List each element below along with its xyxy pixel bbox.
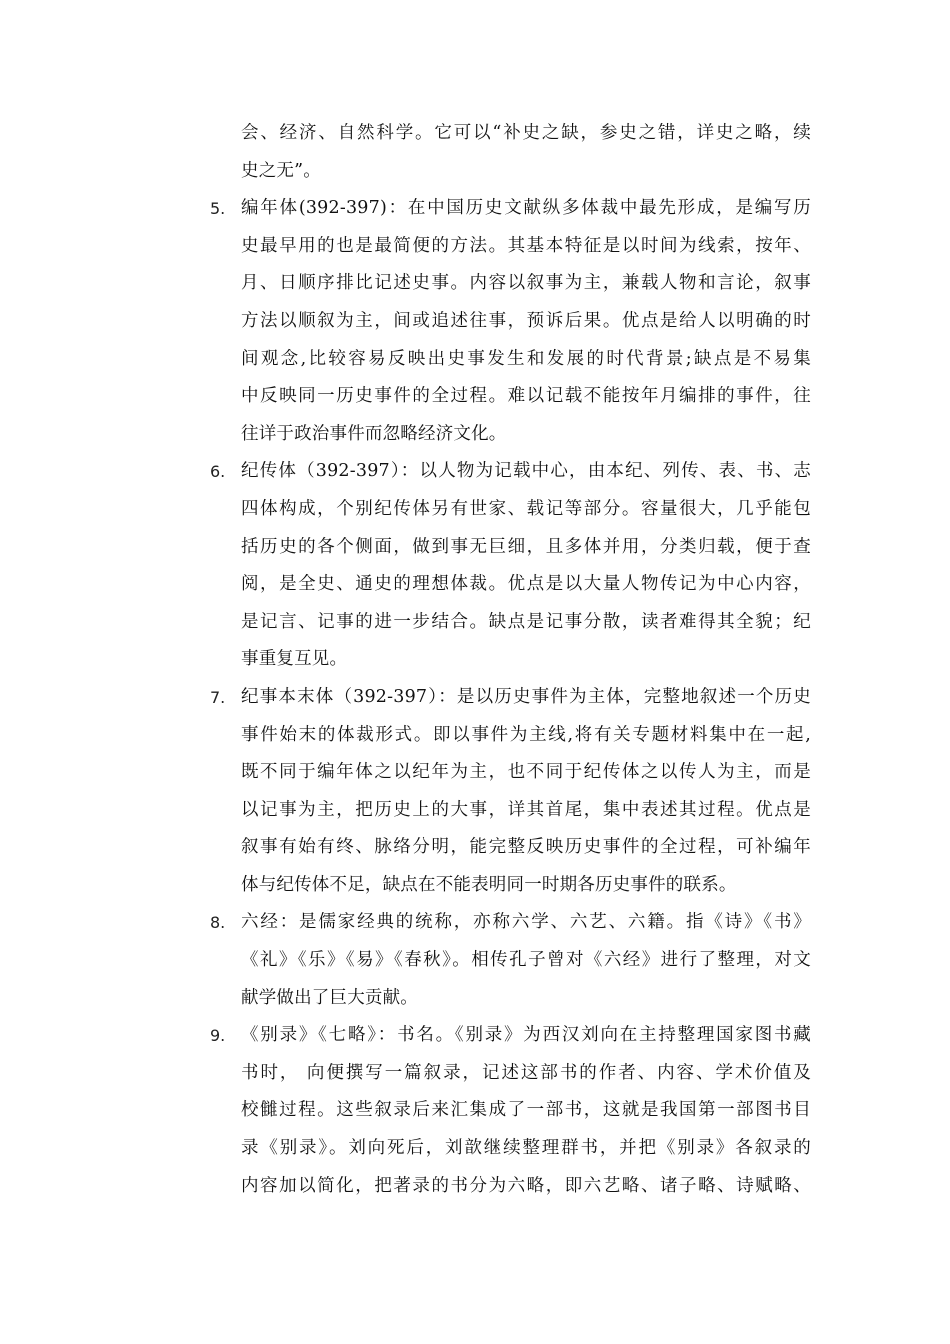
text-line: 括历史的各个侧面，做到事无巨细，且多体并用，分类归载，便于查 <box>241 536 811 557</box>
item-number: 7. <box>210 687 226 707</box>
item-number: 5. <box>210 199 226 219</box>
text-line: 中反映同一历史事件的全过程。难以记载不能按年月编排的事件，往 <box>241 386 811 407</box>
text-line: 《礼》《乐》《易》《春秋》。相传孔子曾对《六经》进行了整理，对文 <box>241 950 811 971</box>
text-line: 纪事本末体（392-397）：是以历史事件为主体，完整地叙述一个历史 <box>241 686 811 707</box>
text-line: 往详于政治事件而忽略经济文化。 <box>241 423 507 444</box>
list-item <box>210 453 811 679</box>
text-line: 四体构成，个别纪传体另有世家、载记等部分。容量很大，几乎能包 <box>241 498 811 519</box>
text-line: 史最早用的也是最简便的方法。其基本特征是以时间为线索，按年、 <box>241 235 811 256</box>
text-line: 事重复互见。 <box>241 649 348 670</box>
text-line: 以记事为主，把历史上的大事，详其首尾，集中表述其过程。优点是 <box>241 799 811 820</box>
text-line: 史之无”。 <box>241 160 321 181</box>
body-text <box>210 115 811 1205</box>
text-line: 叙事有始有终、脉络分明，能完整反映历史事件的全过程，可补编年 <box>241 837 811 858</box>
text-line: 书时， 向便撰写一篇叙录，记述这部书的作者、内容、学术价值及 <box>241 1062 811 1083</box>
item-number: 6. <box>210 462 226 482</box>
list-item <box>210 190 811 453</box>
list-item <box>210 904 811 1017</box>
text-line: 事件始末的体裁形式。即以事件为主线,将有关专题材料集中在一起, <box>241 724 811 745</box>
text-line: 六经：是儒家经典的统称，亦称六学、六艺、六籍。指《诗》《书》 <box>241 912 811 933</box>
text-line: 编年体(392-397)：在中国历史文献纵多体裁中最先形成，是编写历 <box>241 198 811 219</box>
text-line: 阅，是全史、通史的理想体裁。优点是以大量人物传记为中心内容， <box>241 574 811 595</box>
text-line: 内容加以简化，把著录的书分为六略，即六艺略、诸子略、诗赋略、 <box>241 1175 811 1196</box>
text-line: 录《别录》。刘向死后，刘歆继续整理群书，并把《别录》各叙录的 <box>241 1138 811 1159</box>
text-line: 《别录》《七略》：书名。《别录》为西汉刘向在主持整理国家图书藏 <box>241 1025 811 1046</box>
text-line: 献学做出了巨大贡献。 <box>241 987 418 1008</box>
list-item <box>210 679 811 905</box>
text-line: 既不同于编年体之以纪年为主，也不同于纪传体之以传人为主，而是 <box>241 762 811 783</box>
text-line: 间观念,比较容易反映出史事发生和发展的时代背景;缺点是不易集 <box>241 348 811 369</box>
text-line: 方法以顺叙为主，间或追述往事，预诉后果。优点是给人以明确的时 <box>241 310 811 331</box>
text-line: 体与纪传体不足，缺点在不能表明同一时期各历史事件的联系。 <box>241 874 737 895</box>
continuation-paragraph <box>241 115 811 190</box>
item-number: 9. <box>210 1026 226 1046</box>
list-item <box>210 1017 811 1205</box>
text-line: 校雠过程。这些叙录后来汇集成了一部书，这就是我国第一部图书目 <box>241 1100 811 1121</box>
text-line: 月、日顺序排比记述史事。内容以叙事为主，兼载人物和言论，叙事 <box>241 273 811 294</box>
text-line: 纪传体（392-397）：以人物为记载中心，由本纪、列传、表、书、志 <box>241 461 811 482</box>
text-line: 会、经济、自然科学。它可以“补史之缺，参史之错，详史之略，续 <box>241 123 811 143</box>
text-line: 是记言、记事的进一步结合。缺点是记事分散，读者难得其全貌；纪 <box>241 611 811 632</box>
item-number: 8. <box>210 913 226 933</box>
